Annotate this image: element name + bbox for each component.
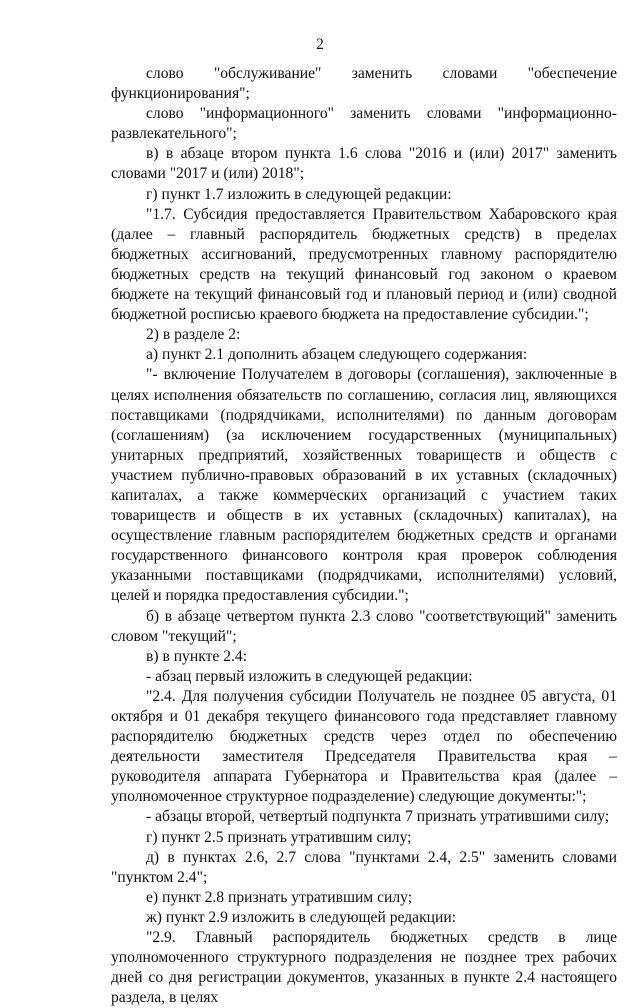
paragraph: а) пункт 2.1 дополнить абзацем следующего содержания: — [146, 346, 528, 364]
paragraph: слово "обслуживание" заменить словами "обеспечение функционирования"; — [111, 65, 617, 103]
paragraph: б) в абзаце четвертом пункта 2.3 слово "соответствующий" заменить словом "текущий"; — [111, 607, 617, 645]
document-body — [111, 64, 617, 1008]
paragraph: в) в абзаце втором пункта 1.6 слова "2016 и (или) 2017" заменить словами "2017 и (или) 2018"; — [111, 145, 617, 183]
paragraph: в) в пункте 2.4: — [146, 647, 248, 665]
paragraph: "- включение Получателем в договоры (соглашения), заключенные в целях исполнения обязательств по соглашению, согласия лиц, являющихся поставщиками (подрядчиками, исполнителями) по данным договорам (соглашениям) (за исключением государственных (муниципальных) унитарных предприятий, хозяйственных товариществ и обществ с участием публично-правовых образований в их уставных (складочных) капиталах, а также коммерческих организаций с участием таких товариществ и обществ в их уставных (складочных) капиталах), на осуществление главным распорядителем бюджетных средств и органами государственного финансового контроля края проверок соблюдения указанными поставщиками (подрядчиками, исполнителями) условий, целей и порядка предоставления субсидии."; — [111, 366, 617, 605]
paragraph: "2.4. Для получения субсидии Получатель не позднее 05 августа, 01 октября и 01 декабря текущего финансового года представляет главному распорядителю бюджетных средств через отдел по обеспечению деятельности заместителя Председателя Правительства края – руководителя аппарата Губернатора и Правительства края (далее – уполномоченное структурное подразделение) следующие документы:"; — [111, 687, 617, 806]
paragraph: "2.9. Главный распорядитель бюджетных средств в лице уполномоченного структурного подразделения не позднее трех рабочих дней со дня регистрации документов, указанных в пункте 2.4 настоящего раздела, в целях — [111, 929, 617, 1007]
paragraph: - абзацы второй, четвертый подпункта 7 признать утратившими силу; — [146, 808, 610, 826]
paragraph: е) пункт 2.8 признать утратившим силу; — [146, 888, 413, 906]
paragraph: г) пункт 1.7 изложить в следующей редакции: — [146, 185, 452, 203]
paragraph: "1.7. Субсидия предоставляется Правительством Хабаровского края (далее – главный распорядитель бюджетных средств) в пределах бюджетных ассигнований, предусмотренных главному распорядителю бюджетных средств на текущий финансовый год законом о краевом бюджете на текущий финансовый год и плановый период и (или) сводной бюджетной росписью краевого бюджета на предоставление субсидии."; — [111, 205, 617, 324]
paragraph: д) в пунктах 2.6, 2.7 слова "пунктами 2.4, 2.5" заменить словами "пунктом 2.4"; — [111, 848, 617, 886]
paragraph: слово "информационного" заменить словами "информационно-развлекательного"; — [111, 105, 617, 143]
paragraph: - абзац первый изложить в следующей редакции: — [146, 667, 473, 685]
paragraph: ж) пункт 2.9 изложить в следующей редакции: — [146, 908, 457, 926]
paragraph: г) пункт 2.5 признать утратившим силу; — [146, 828, 412, 846]
paragraph: 2) в разделе 2: — [146, 326, 241, 344]
page-number: 2 — [316, 36, 324, 53]
